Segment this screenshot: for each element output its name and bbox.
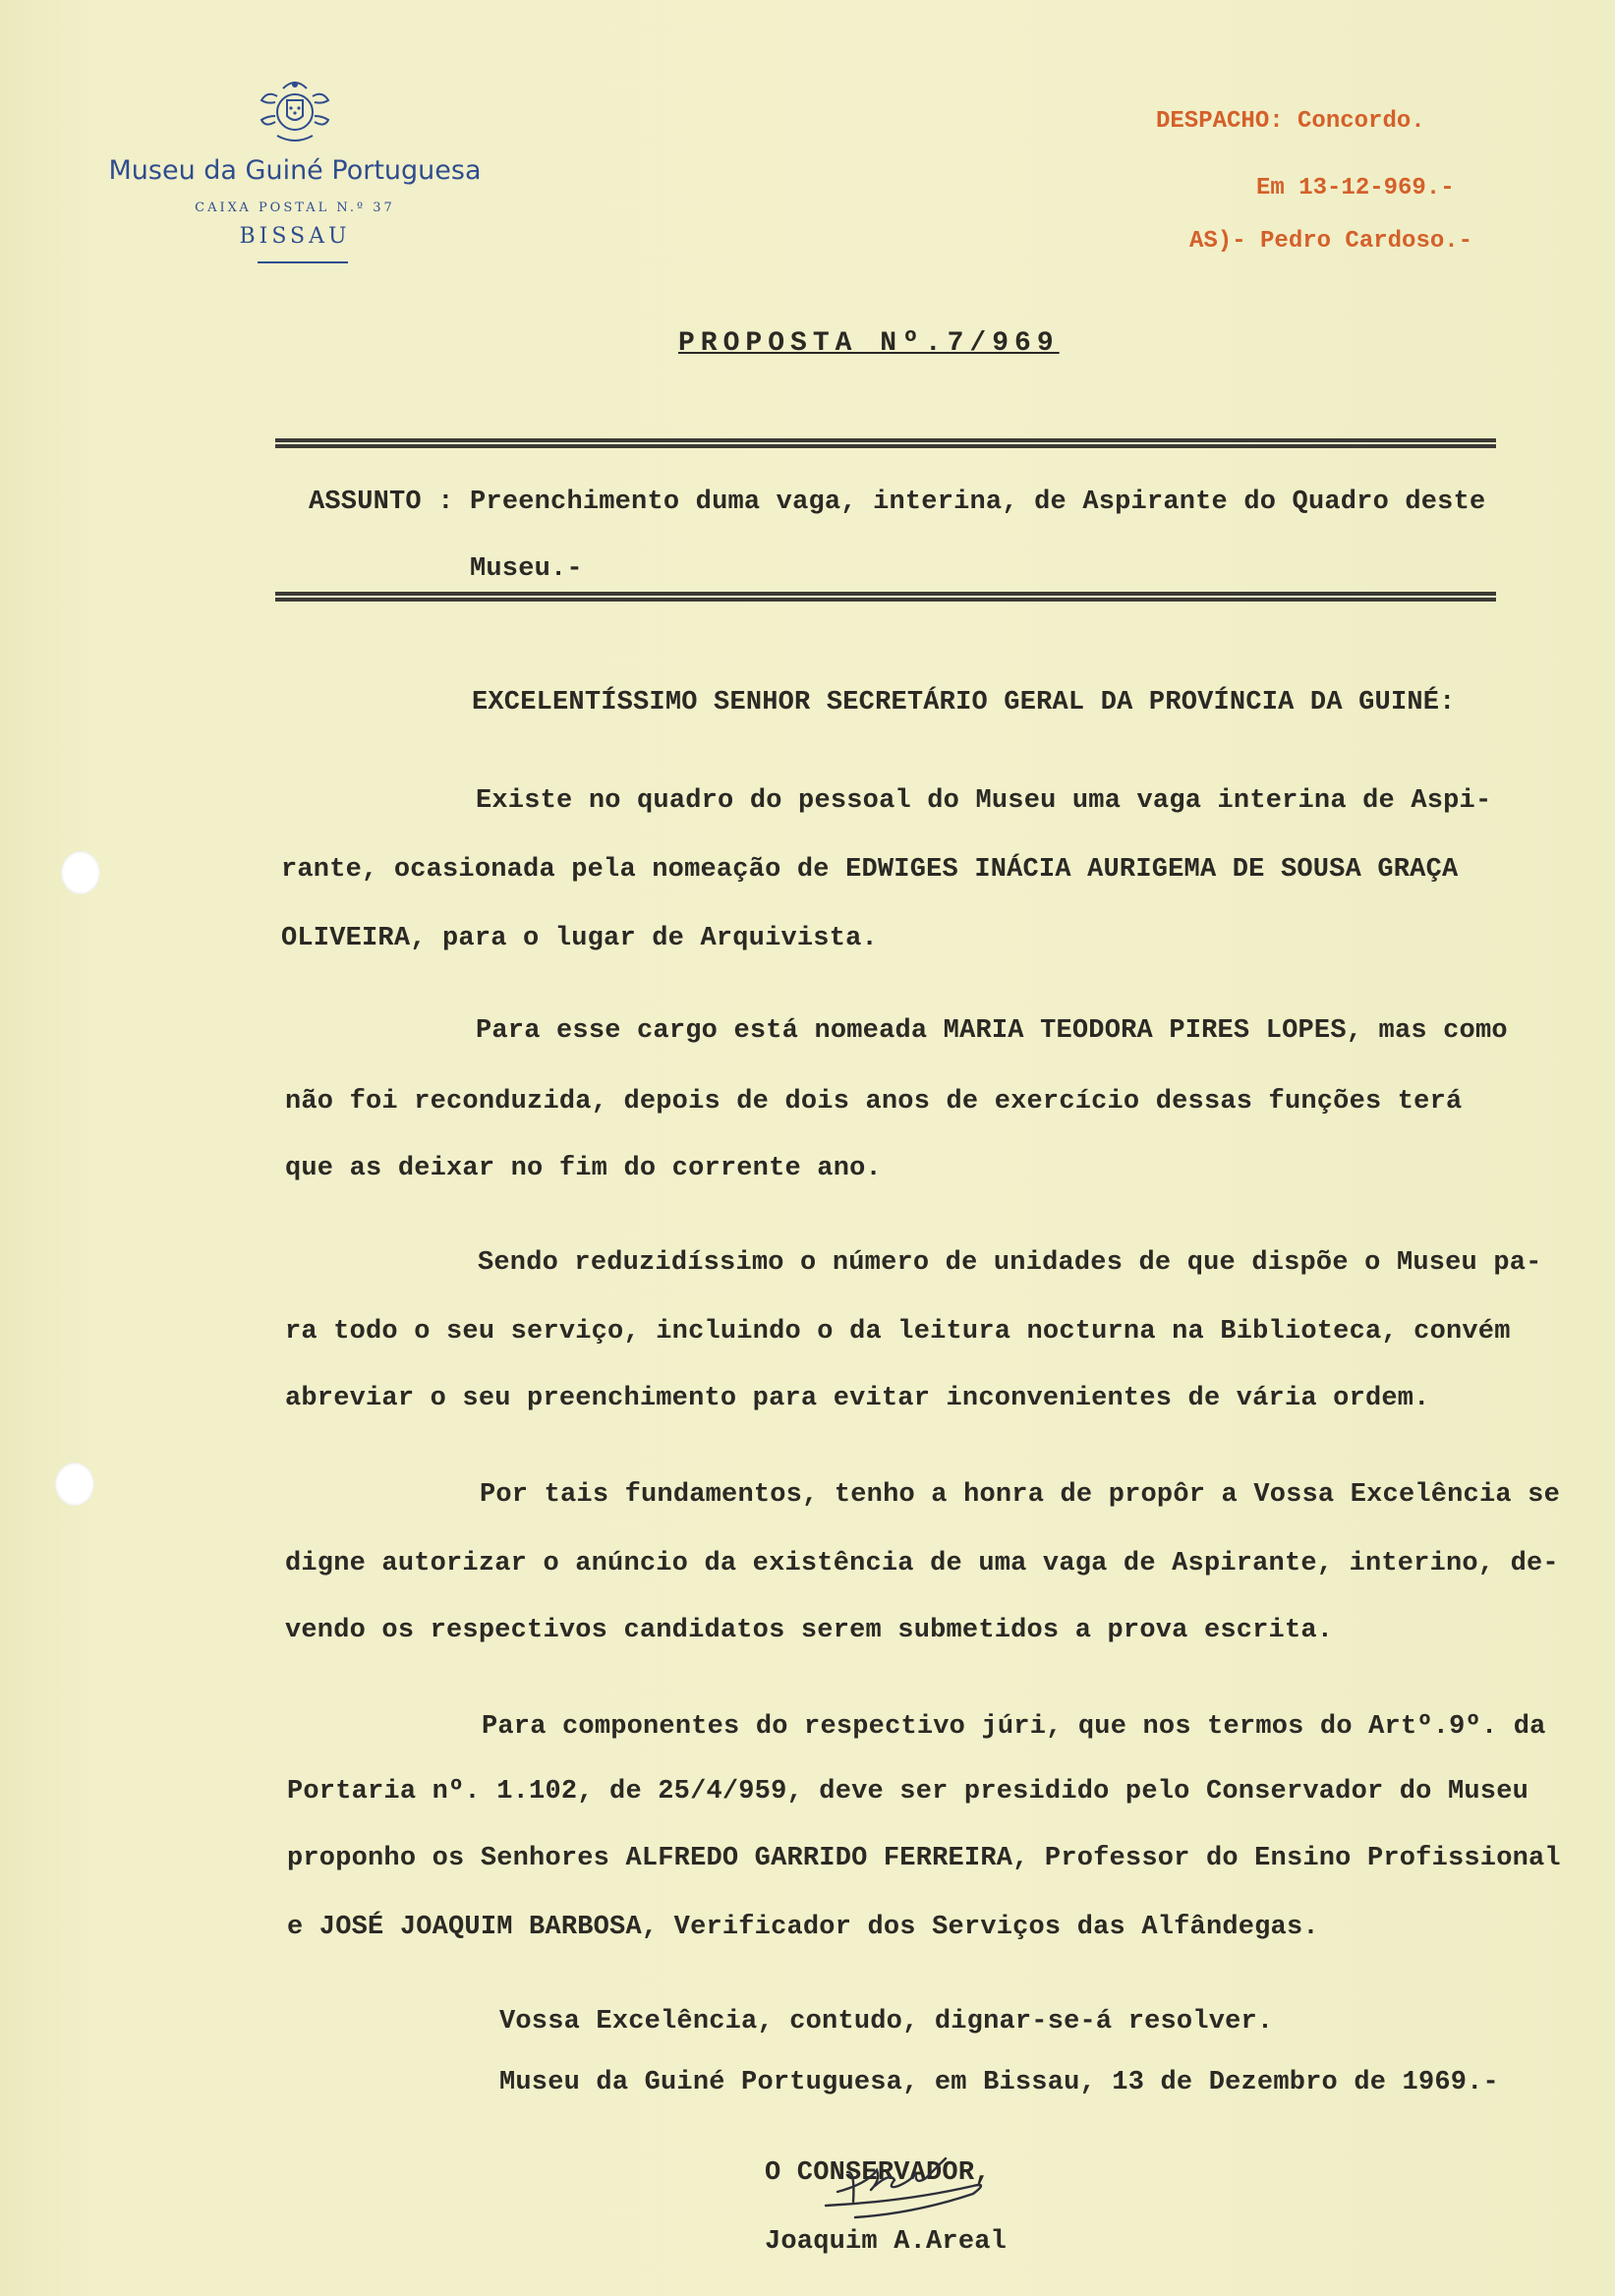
paragraph-line: não foi reconduzida, depois de dois anos de exercício dessas funções terá — [285, 1087, 1463, 1117]
punch-hole-bottom — [55, 1463, 94, 1506]
subject-bottom-rule — [275, 592, 1496, 602]
paragraph-line: que as deixar no fim do corrente ano. — [285, 1154, 882, 1183]
paragraph-line: OLIVEIRA, para o lugar de Arquivista. — [281, 924, 878, 953]
paragraph-line: proponho os Senhores ALFREDO GARRIDO FERREIRA, Professor do Ensino Profissional — [287, 1844, 1561, 1873]
document-title: PROPOSTA Nº.7/969 — [678, 328, 1060, 359]
subject-line-2: Museu.- — [470, 554, 583, 584]
signature-role: O CONSERVADOR, — [765, 2158, 991, 2188]
letterhead-rule — [258, 261, 348, 263]
museum-name: Museu da Guiné Portuguesa — [108, 155, 482, 186]
salutation: EXCELENTÍSSIMO SENHOR SECRETÁRIO GERAL DA PROVÍNCIA DA GUINÉ: — [472, 688, 1456, 718]
closing-line: Vossa Excelência, contudo, dignar-se-á resolver. — [499, 2007, 1274, 2037]
subject-top-rule — [275, 438, 1496, 448]
paragraph-line: ra todo o seu serviço, incluindo o da leitura nocturna na Biblioteca, convém — [285, 1317, 1511, 1347]
paragraph-line: Para esse cargo está nomeada MARIA TEODORA PIRES LOPES, mas como — [476, 1016, 1508, 1046]
handwritten-signature — [786, 2143, 1042, 2221]
paragraph-line: Por tais fundamentos, tenho a honra de propôr a Vossa Excelência se — [480, 1480, 1560, 1510]
paragraph-line: e JOSÉ JOAQUIM BARBOSA, Verificador dos Serviços das Alfândegas. — [287, 1913, 1319, 1942]
punch-hole-top — [61, 851, 100, 894]
postal-box: CAIXA POSTAL N.º 37 — [195, 201, 395, 215]
paragraph-line: Existe no quadro do pessoal do Museu uma vaga interina de Aspi- — [476, 786, 1492, 816]
coat-of-arms-icon — [248, 75, 342, 149]
signatory-name: Joaquim A.Areal — [765, 2227, 1008, 2257]
despacho-line-3: AS)- Pedro Cardoso.- — [1189, 228, 1473, 255]
paragraph-line: abreviar o seu preenchimento para evitar inconvenientes de vária ordem. — [285, 1384, 1430, 1413]
paragraph-line: digne autorizar o anúncio da existência de uma vaga de Aspirante, interino, de- — [285, 1549, 1559, 1578]
letterhead-city: BISSAU — [239, 224, 351, 249]
subject-line-1: ASSUNTO : Preenchimento duma vaga, interina, de Aspirante do Quadro deste — [309, 488, 1486, 517]
despacho-line-2: Em 13-12-969.- — [1256, 175, 1455, 201]
despacho-line-1: DESPACHO: Concordo. — [1156, 108, 1425, 135]
paragraph-line: Para componentes do respectivo júri, que nos termos do Artº.9º. da — [482, 1712, 1546, 1742]
paragraph-line: rante, ocasionada pela nomeação de EDWIGES INÁCIA AURIGEMA DE SOUSA GRAÇA — [281, 855, 1459, 885]
paragraph-line: Sendo reduzidíssimo o número de unidades de que dispõe o Museu pa- — [478, 1248, 1542, 1278]
paragraph-line: Portaria nº. 1.102, de 25/4/959, deve ser presidido pelo Conservador do Museu — [287, 1777, 1529, 1807]
paragraph-line: vendo os respectivos candidatos serem submetidos a prova escrita. — [285, 1616, 1334, 1645]
place-date: Museu da Guiné Portuguesa, em Bissau, 13 de Dezembro de 1969.- — [499, 2068, 1499, 2097]
